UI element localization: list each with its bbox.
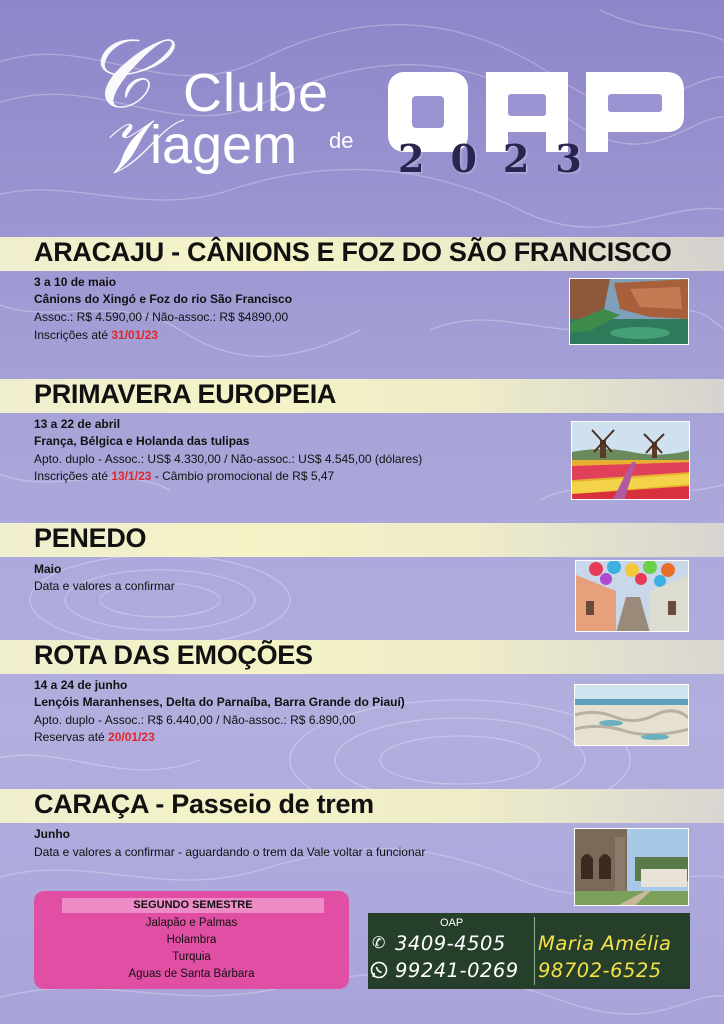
semester-item: Turquia — [172, 951, 211, 963]
trip-deadline — [34, 730, 155, 744]
contact-name-phone[interactable]: 98702-6525 — [538, 959, 662, 982]
trip-title: ARACAJU - CÂNIONS E FOZ DO SÃO FRANCISCO — [34, 237, 672, 267]
whatsapp-icon — [370, 961, 388, 984]
deadline-suffix: - Câmbio promocional de R$ 5,47 — [151, 469, 335, 483]
year-label: 2023 — [398, 136, 608, 181]
contact-whatsapp[interactable]: 99241-0269 — [395, 959, 519, 982]
trip-price: Apto. duplo - Assoc.: US$ 4.330,00 / Não-assoc.: US$ 4.545,00 (dólares) — [34, 452, 423, 466]
trip-subtitle: França, Bélgica e Holanda das tulipas — [34, 434, 250, 448]
trip-title: ROTA DAS EMOÇÕES — [34, 640, 313, 670]
colonial-building-photo — [574, 828, 689, 906]
deadline-label: Inscrições até — [34, 328, 112, 342]
deadline-label: Reservas até — [34, 730, 109, 744]
umbrella-street-photo — [575, 560, 689, 632]
contact-phone[interactable]: 3409-4505 — [395, 932, 506, 955]
trip-title: PRIMAVERA EUROPEIA — [34, 379, 337, 409]
trip-title: CARAÇA - Passeio de trem — [34, 789, 374, 819]
trip-subtitle: Lençóis Maranhenses, Delta do Parnaíba, Barra Grande do Piauí) — [34, 695, 405, 709]
trip-deadline — [34, 469, 334, 483]
semester-item: Holambra — [166, 934, 217, 946]
contact-label: OAP — [440, 917, 464, 929]
deadline-date: 13/1/23 — [111, 469, 152, 483]
deadline-date: 20/01/23 — [108, 730, 155, 744]
trip-subtitle: Cânions do Xingó e Foz do rio São Francisco — [34, 292, 293, 306]
trip-dates: Junho — [34, 827, 70, 841]
deadline-date: 31/01/23 — [111, 328, 159, 342]
contact-name: Maria Amélia — [538, 932, 672, 955]
phone-icon: ✆ — [372, 935, 386, 952]
trip-price: Data e valores a confirmar - aguardando o trem da Vale voltar a funcionar — [34, 845, 426, 859]
viagem-word: iagem — [150, 115, 298, 175]
clube-script-c: 𝒞 — [82, 18, 152, 130]
canyon-photo — [569, 278, 689, 345]
contact-divider — [534, 917, 535, 985]
tulips-windmills-photo — [571, 421, 690, 500]
trip-price: Apto. duplo - Assoc.: R$ 6.440,00 / Não-assoc.: R$ 6.890,00 — [34, 713, 356, 727]
trip-price: Assoc.: R$ 4.590,00 / Não-assoc.: R$ $4890,00 — [34, 310, 289, 324]
semester-item: Jalapão e Palmas — [145, 917, 238, 929]
trip-dates: 14 a 24 de junho — [34, 678, 128, 692]
header — [0, 0, 724, 230]
second-semester-heading: SEGUNDO SEMESTRE — [62, 898, 324, 913]
trip-dates: Maio — [34, 562, 62, 576]
trip-deadline — [34, 328, 158, 342]
viagem-script-v: 𝒱 — [98, 101, 162, 190]
semester-item: Aguas de Santa Bárbara — [128, 968, 255, 980]
trip-dates: 13 a 22 de abril — [34, 417, 121, 431]
dunes-photo — [574, 684, 689, 746]
trip-price: Data e valores a confirmar — [34, 579, 175, 593]
de-word: de — [329, 128, 354, 153]
deadline-label: Inscrições até — [34, 469, 112, 483]
trip-dates: 3 a 10 de maio — [34, 275, 117, 289]
trip-title: PENEDO — [34, 523, 147, 553]
clube-word: Clube — [183, 63, 330, 123]
